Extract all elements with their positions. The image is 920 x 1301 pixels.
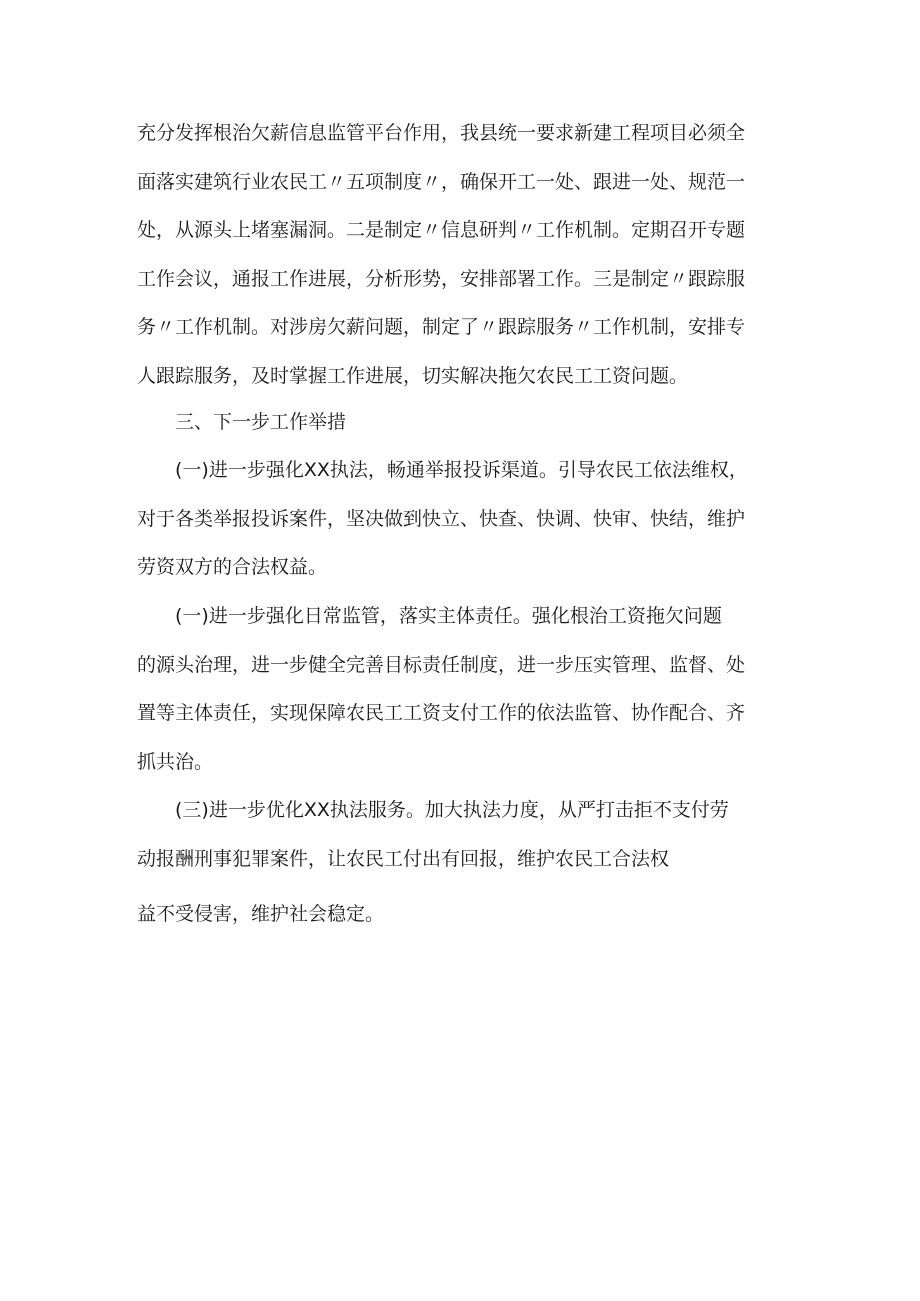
item-2-line: 置等主体责任，实现保障农民工工资支付工作的依法监管、协作配合、齐 <box>137 702 746 724</box>
item-3-line: 益不受侵害，维护社会稳定。 <box>137 903 385 925</box>
paragraph-1-line: 工作会议，通报工作进展，分析形势，安排部署工作。三是制定〃跟踪服 <box>137 267 746 290</box>
item-1-line: (一)进一步强化XX执法，畅通举报投诉渠道。引导农民工依法维权， <box>175 459 748 481</box>
item-2-line: (一)进一步强化日常监管，落实主体责任。强化根治工资拖欠问题 <box>175 605 722 627</box>
item-3-line: (三)进一步优化XX执法服务。加大执法力度，从严打击拒不支付劳 <box>175 799 729 821</box>
item-3 <box>137 786 787 939</box>
paragraph-1-line: 处，从源头上堵塞漏洞。二是制定〃信息研判〃工作机制。定期召开专题 <box>137 219 746 241</box>
item-2-line: 抓共治。 <box>137 750 214 773</box>
section-heading-block <box>137 398 787 447</box>
item-1-line: 劳资双方的合法权益。 <box>137 556 328 578</box>
item-2-line: 的源头治理，进一步健全完善目标责任制度，进一步压实管理、监督、处 <box>137 653 746 676</box>
paragraph-1-line: 充分发挥根治欠薪信息监管平台作用，我县统一要求新建工程项目必须全 <box>137 122 746 144</box>
paragraph-1 <box>137 109 787 400</box>
item-2 <box>137 592 787 786</box>
item-1 <box>137 446 787 592</box>
paragraph-1-line: 面落实建筑行业农民工〃五项制度〃，确保开工一处、跟进一处、规范一 <box>137 170 746 193</box>
item-1-line: 对于各类举报投诉案件，坚决做到快立、快查、快调、快审、快结，维护 <box>137 507 746 530</box>
item-3-line: 动报酬刑事犯罪案件，让农民工付出有回报，维护农民工合法权 <box>137 847 670 870</box>
paragraph-1-line: 务〃工作机制。对涉房欠薪问题，制定了〃跟踪服务〃工作机制，安排专 <box>137 316 746 338</box>
section-heading: 三、下一步工作举措 <box>175 411 347 433</box>
paragraph-1-line: 人跟踪服务，及时掌握工作进展，切实解决拖欠农民工工资问题。 <box>137 364 689 387</box>
